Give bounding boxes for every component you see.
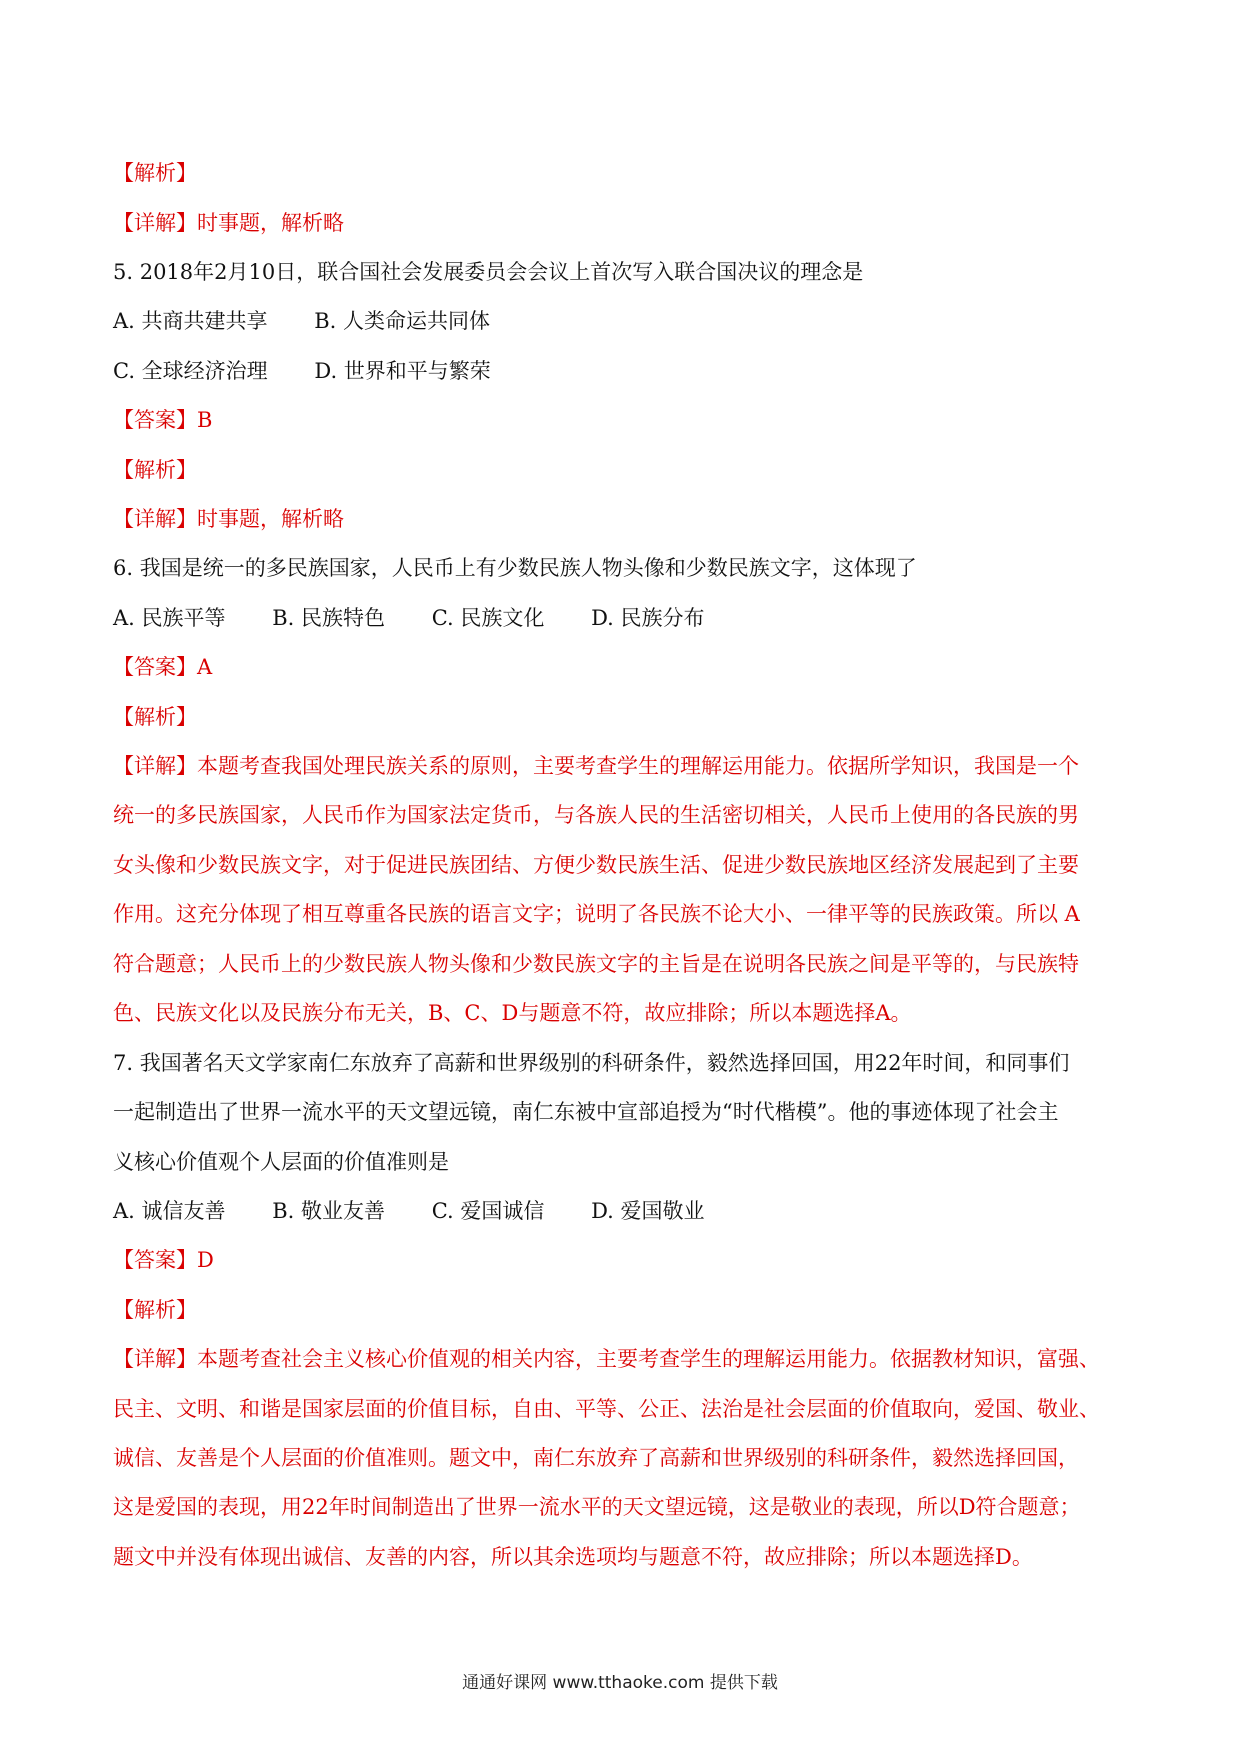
q6-detail-line-3: 女头像和少数民族文字，对于促进民族团结、方便少数民族生活、促进少数民族地区经济发展起到了主要 bbox=[113, 853, 1079, 877]
q7-detail-line-2: 民主、文明、和谐是国家层面的价值目标，自由、平等、公正、法治是社会层面的价值取向，爱国、敬业、 bbox=[113, 1397, 1100, 1421]
q7-detail-line-5: 题文中并没有体现出诚信、友善的内容，所以其余选项均与题意不符，故应排除；所以本题选择D。 bbox=[113, 1545, 1033, 1569]
q7-analysis-label: 【解析】 bbox=[113, 1298, 197, 1322]
q4-analysis-label: 【解析】 bbox=[113, 161, 197, 185]
q5-option-d: D. 世界和平与繁荣 bbox=[314, 359, 491, 383]
page-footer: 通通好课网 www.tthaoke.com 提供下载 bbox=[462, 1673, 778, 1693]
q6-analysis-label: 【解析】 bbox=[113, 705, 197, 729]
q6-option-b: B. 民族特色 bbox=[272, 606, 386, 630]
q7-stem-line-2: 一起制造出了世界一流水平的天文望远镜，南仁东被中宣部追授为“时代楷模”。他的事迹体现了社会主 bbox=[113, 1100, 1059, 1124]
q7-option-c: C. 爱国诚信 bbox=[431, 1199, 545, 1223]
q6-option-c: C. 民族文化 bbox=[431, 606, 545, 630]
q7-detail-line-4: 这是爱国的表现，用22年时间制造出了世界一流水平的天文望远镜，这是敬业的表现，所以D符合题意； bbox=[113, 1495, 1081, 1519]
q7-stem-line-1: 7. 我国著名天文学家南仁东放弃了高薪和世界级别的科研条件，毅然选择回国，用22年时间，和同事们 bbox=[113, 1051, 1070, 1075]
q6-options bbox=[113, 603, 1143, 633]
q5-stem: 5. 2018年2月10日，联合国社会发展委员会会议上首次写入联合国决议的理念是 bbox=[113, 260, 864, 284]
q4-detail: 【详解】时事题，解析略 bbox=[113, 211, 344, 235]
q7-options bbox=[113, 1196, 1143, 1226]
q6-option-d: D. 民族分布 bbox=[591, 606, 705, 630]
q5-option-c: C. 全球经济治理 bbox=[113, 359, 268, 383]
q7-option-b: B. 敬业友善 bbox=[272, 1199, 386, 1223]
q7-option-d: D. 爱国敬业 bbox=[591, 1199, 705, 1223]
q6-detail-line-5: 符合题意；人民币上的少数民族人物头像和少数民族文字的主旨是在说明各民族之间是平等的，与民族特 bbox=[113, 952, 1079, 976]
q5-detail: 【详解】时事题，解析略 bbox=[113, 507, 344, 531]
q5-options-row1 bbox=[113, 306, 1143, 336]
q5-options-row2 bbox=[113, 356, 1143, 386]
q5-option-a: A. 共商共建共享 bbox=[113, 309, 268, 333]
q6-stem: 6. 我国是统一的多民族国家，人民币上有少数民族人物头像和少数民族文字，这体现了 bbox=[113, 556, 917, 580]
q7-option-a: A. 诚信友善 bbox=[113, 1199, 226, 1223]
q6-detail-line-4: 作用。这充分体现了相互尊重各民族的语言文字；说明了各民族不论大小、一律平等的民族政策。所以 A bbox=[113, 902, 1080, 926]
q6-detail-line-1: 【详解】本题考查我国处理民族关系的原则，主要考查学生的理解运用能力。依据所学知识，我国是一个 bbox=[113, 754, 1079, 778]
q5-answer: 【答案】B bbox=[113, 408, 213, 432]
q6-detail-line-6: 色、民族文化以及民族分布无关，B、C、D与题意不符，故应排除；所以本题选择A。 bbox=[113, 1001, 912, 1025]
q6-detail-line-2: 统一的多民族国家，人民币作为国家法定货币，与各族人民的生活密切相关，人民币上使用的各民族的男 bbox=[113, 803, 1079, 827]
q7-stem-line-3: 义核心价值观个人层面的价值准则是 bbox=[113, 1150, 449, 1174]
q7-detail-line-1: 【详解】本题考查社会主义核心价值观的相关内容，主要考查学生的理解运用能力。依据教材知识，富强、 bbox=[113, 1347, 1100, 1371]
q7-answer: 【答案】D bbox=[113, 1248, 214, 1272]
q6-option-a: A. 民族平等 bbox=[113, 606, 226, 630]
q5-option-b: B. 人类命运共同体 bbox=[314, 309, 490, 333]
q7-detail-line-3: 诚信、友善是个人层面的价值准则。题文中，南仁东放弃了高薪和世界级别的科研条件，毅然选择回国， bbox=[113, 1446, 1079, 1470]
q6-answer: 【答案】A bbox=[113, 655, 213, 679]
q5-analysis-label: 【解析】 bbox=[113, 458, 197, 482]
